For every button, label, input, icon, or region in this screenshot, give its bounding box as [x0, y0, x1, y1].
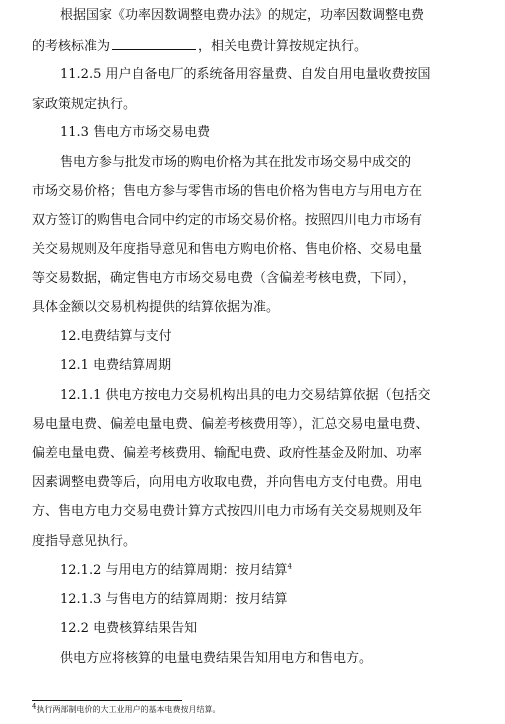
text-span: ，相关电费计算按规定执行。	[198, 39, 368, 54]
text-span: 的考核标准为	[32, 39, 111, 54]
paragraph-line: 等交易数据，确定售电方市场交易电费（含偏差考核电费，下同），	[32, 271, 416, 286]
clause-line	[60, 562, 505, 579]
footnote	[32, 702, 221, 715]
paragraph-line: 售电方参与批发市场的购电价格为其在批发市场交易中成交的	[60, 155, 412, 170]
footnote-text: 执行两部制电价的大工业用户的基本电费按月结算。	[36, 705, 221, 714]
paragraph-line	[32, 37, 505, 55]
section-heading: 12.1 电费结算周期	[60, 358, 172, 373]
paragraph-line: 双方签订的购售电合同中约定的市场交易价格。按照四川电力市场有	[32, 213, 423, 228]
paragraph-line: 12.1.1 供电方按电力交易机构出具的电力交易结算依据（包括交	[60, 388, 431, 403]
paragraph-line: 易电量电费、偏差电量电费、偏差考核费用等），汇总交易电量电费、	[32, 417, 429, 432]
paragraph-line: 家政策规定执行。	[32, 97, 137, 112]
footnote-separator	[32, 700, 182, 701]
clause-line: 12.1.3 与售电方的结算周期：按月结算	[60, 592, 288, 607]
section-heading: 11.3 售电方市场交易电费	[60, 125, 211, 140]
paragraph-line: 偏差电量电费、偏差考核费用、输配电费、政府性基金及附加、功率	[32, 446, 423, 461]
paragraph-line: 因素调整电费等后，向用电方收取电费，并向售电方支付电费。用电	[32, 475, 423, 490]
paragraph-line: 供电方应将核算的电量电费结果告知用电方和售电方。	[60, 651, 373, 666]
paragraph-line: 方、售电方电力交易电费计算方式按四川电力市场有关交易规则及年	[32, 504, 423, 519]
paragraph-line: 度指导意见执行。	[32, 534, 137, 549]
section-heading: 12.2 电费核算结果告知	[60, 621, 198, 636]
section-heading: 12.电费结算与支付	[60, 329, 172, 344]
paragraph-line: 根据国家《功率因数调整电费办法》的规定，功率因数调整电费	[60, 8, 425, 23]
footnote-mark: 4	[32, 702, 37, 711]
paragraph-line: 关交易规则及年度指导意见和售电方购电价格、售电价格、交易电量	[32, 242, 423, 257]
fill-in-blank	[112, 37, 196, 50]
text-span: 12.1.2 与用电方的结算周期：按月结算	[60, 563, 288, 578]
footnote-reference[interactable]: 4	[287, 562, 292, 571]
paragraph-line: 11.2.5 用户自备电厂的系统备用容量费、自发自用电量收费按国	[60, 67, 431, 82]
paragraph-line: 市场交易价格；售电方参与零售市场的售电价格为售电方与用电方在	[32, 184, 423, 199]
paragraph-line: 具体金额以交易机构提供的结算依据为准。	[32, 300, 280, 315]
